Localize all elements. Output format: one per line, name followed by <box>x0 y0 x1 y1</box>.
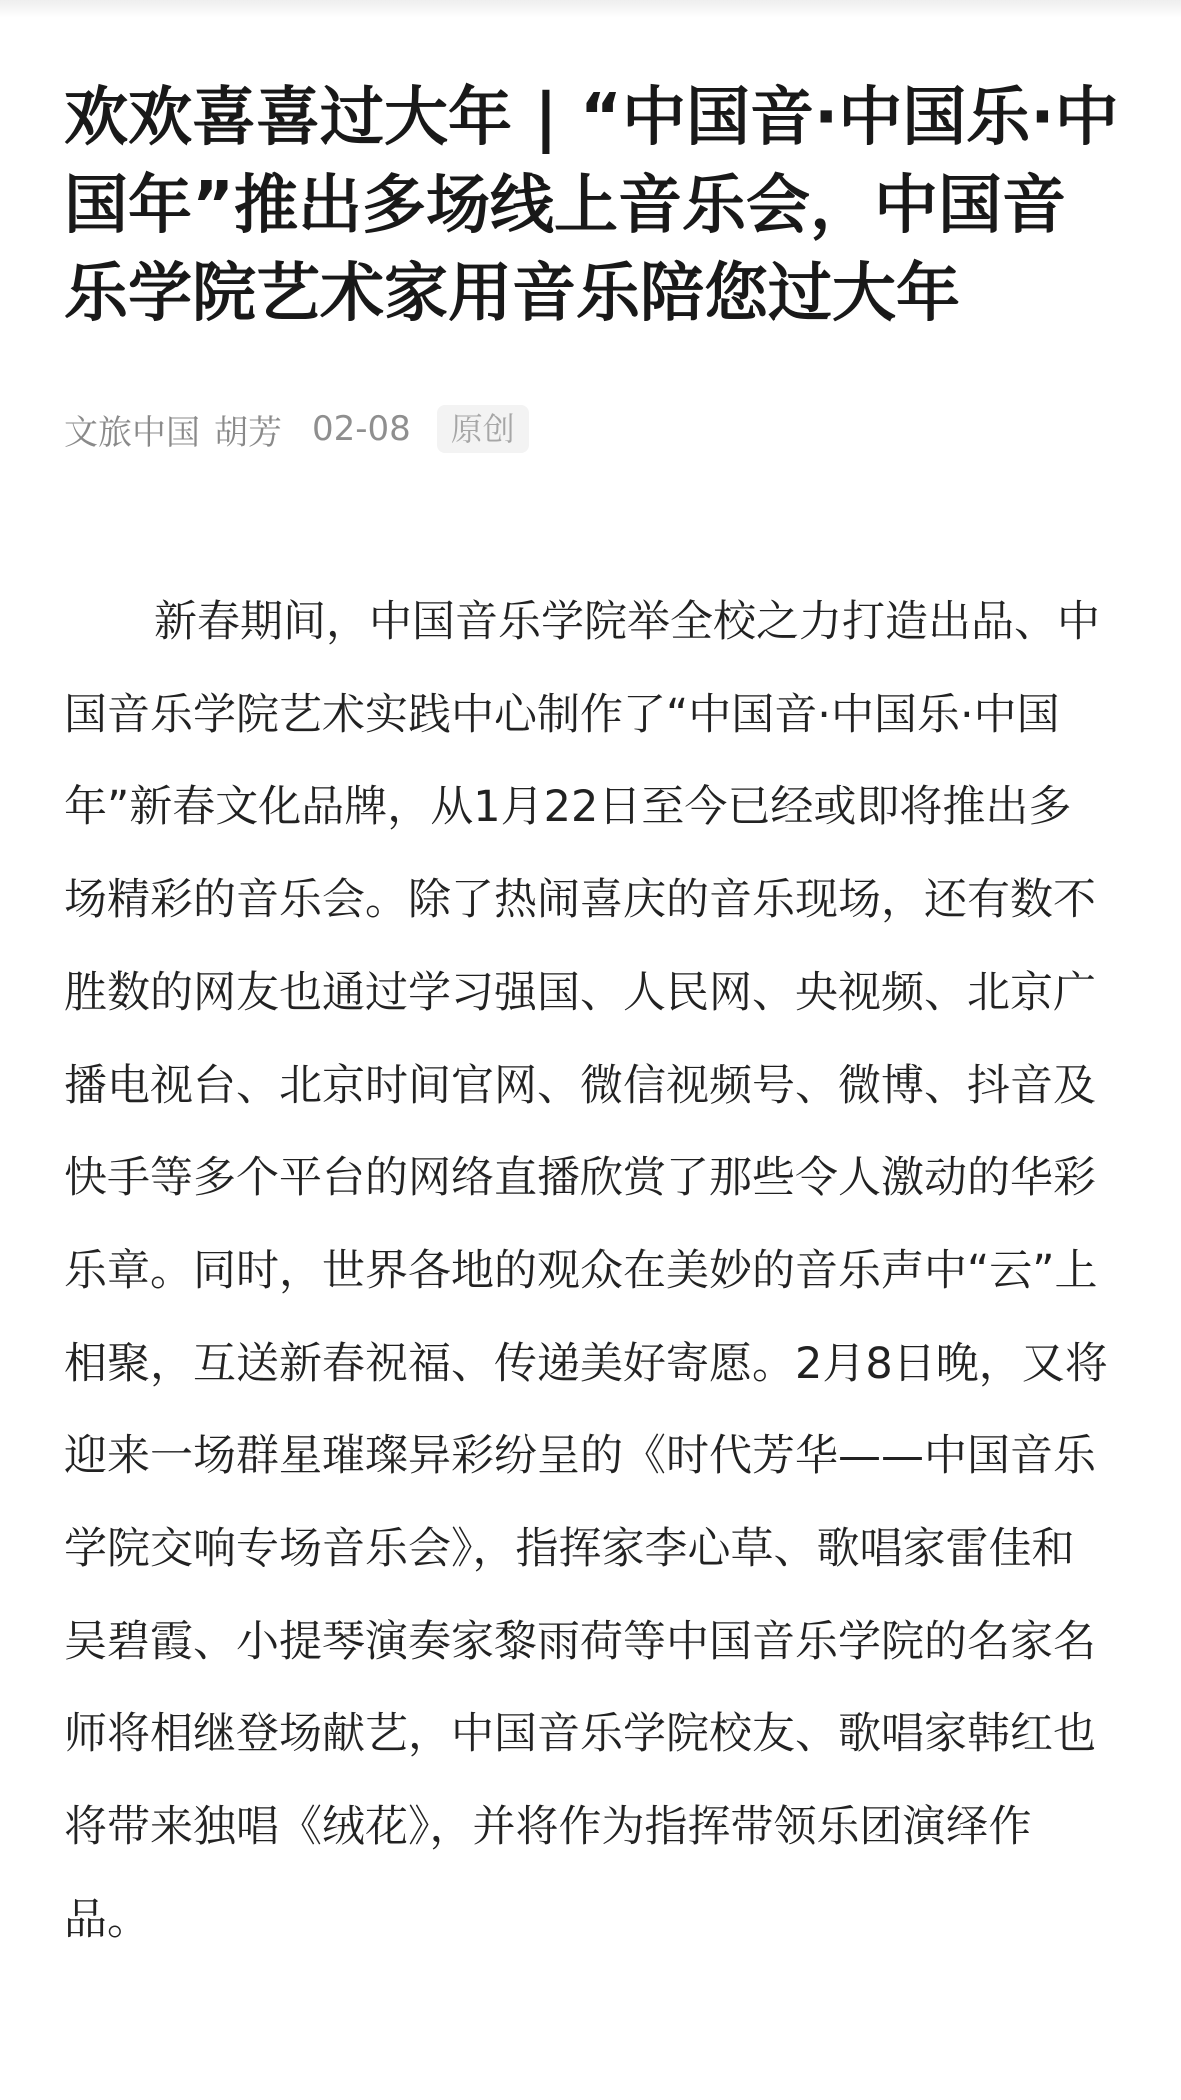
article-body: 新春期间，中国音乐学院举全校之力打造出品、中国音乐学院艺术实践中心制作了“中国音·中国乐·中国年”新春文化品牌，从1月22日至今已经或即将推出多场精彩的音乐会。除了热闹喜庆的音乐现场，还有数不胜数的网友也通过学习强国、人民网、央视频、北京广播电视台、北京时间官网、微信视频号、微博、抖音及快手等多个平台的网络直播欣赏了那些令人激动的华彩乐章。同时，世界各地的观众在美妙的音乐声中“云”上相聚，互送新春祝福、传递美好寄愿。2月8日晚，又将迎来一场群星璀璨异彩纷呈的《时代芳华——中国音乐学院交响专场音乐会》，指挥家李心草、歌唱家雷佳和吴碧霞、小提琴演奏家黎雨荷等中国音乐学院的名家名师将相继登场献艺，中国音乐学院校友、歌唱家韩红也将带来独唱《绒花》，并将作为指挥带领乐团演绎作品。 <box>64 597 1108 1945</box>
article-meta <box>64 404 529 454</box>
source-link[interactable]: 文旅中国 <box>64 412 200 453</box>
article-header <box>64 74 1124 338</box>
article-title: 欢欢喜喜过大年 | “中国音·中国乐·中国年”推出多场线上音乐会，中国音乐学院艺术家用音乐陪您过大年 <box>64 81 1119 331</box>
original-badge: 原创 <box>437 405 529 453</box>
publish-date: 02-08 <box>312 409 411 449</box>
author-name: 胡芳 <box>214 412 282 453</box>
top-divider <box>0 0 1181 18</box>
